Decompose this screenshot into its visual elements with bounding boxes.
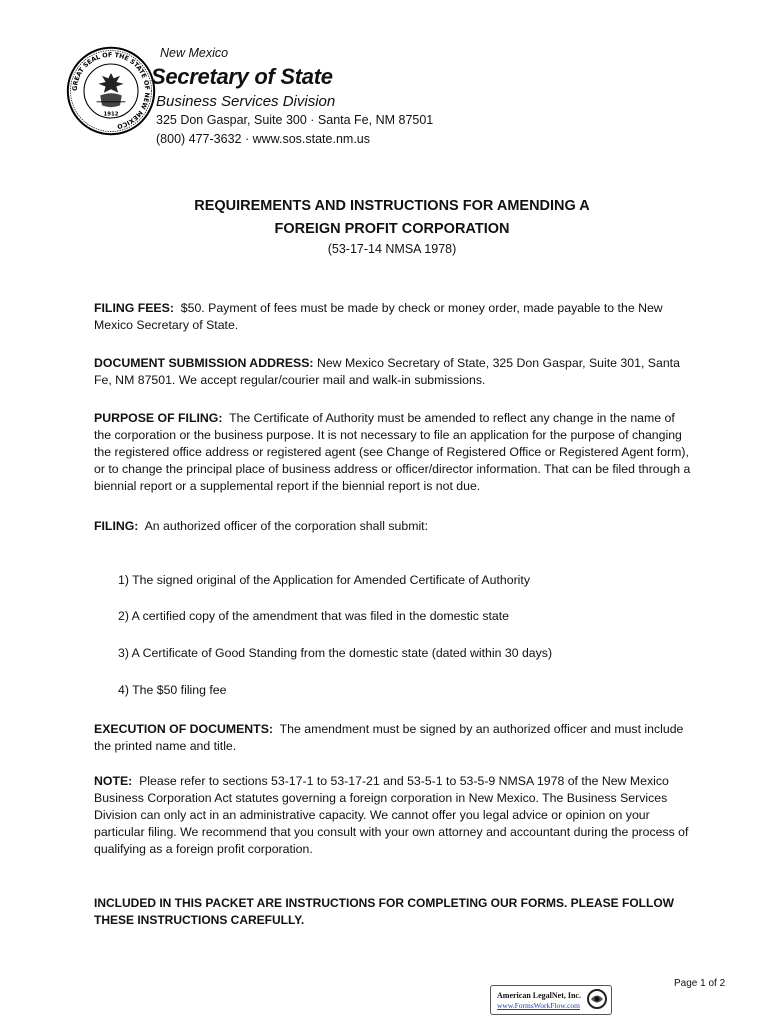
watermark-badge[interactable]: [490, 985, 612, 1015]
page-number: Page 1 of 2: [674, 978, 726, 989]
section-text: The amendment must be signed by an authorized officer and must include the printed name and title.: [94, 722, 684, 753]
section-label: EXECUTION OF DOCUMENTS:: [94, 722, 273, 736]
svg-text:1912: 1912: [103, 111, 119, 118]
letterhead-address: 325 Don Gaspar, Suite 300 · Santa Fe, NM 87501: [156, 113, 434, 127]
document-title-line2: FOREIGN PROFIT CORPORATION: [274, 221, 510, 237]
list-item: 3) A Certificate of Good Standing from the domestic state (dated within 30 days): [118, 646, 553, 660]
section-label: FILING:: [94, 519, 139, 533]
letterhead-contact: (800) 477-3632 · www.sos.state.nm.us: [156, 132, 370, 146]
section-filing-fees: [94, 300, 694, 334]
section-execution: [94, 721, 694, 755]
section-text: New Mexico Secretary of State, 325 Don Gaspar, Suite 301, Santa Fe, NM 87501. We accept regular/courier mail and walk-in submissions.: [94, 356, 680, 387]
document-title-line1: REQUIREMENTS AND INSTRUCTIONS FOR AMENDING A: [194, 198, 590, 214]
section-label: PURPOSE OF FILING:: [94, 411, 223, 425]
globe-logo-icon: [586, 988, 608, 1010]
section-purpose: [94, 410, 694, 495]
watermark-name: American LegalNet, Inc.: [497, 991, 581, 1000]
watermark-link[interactable]: www.FormsWorkFlow.com: [497, 1001, 581, 1010]
list-item: 2) A certified copy of the amendment that was filed in the domestic state: [118, 609, 509, 623]
section-submission-address: [94, 355, 694, 389]
section-text: $50. Payment of fees must be made by check or money order, made payable to the New Mexico Secretary of State.: [94, 301, 663, 332]
packet-instructions-notice: INCLUDED IN THIS PACKET ARE INSTRUCTIONS FOR COMPLETING OUR FORMS. PLEASE FOLLOW THESE INSTRUCTIONS CAREFULLY.: [94, 896, 674, 927]
section-text: Please refer to sections 53-17-1 to 53-17-21 and 53-5-1 to 53-5-9 NMSA 1978 of the New Mexico Business Corporation Act statutes governing a foreign corporation in New Mexico. The Business Services Division can only act in an administrative capacity. We cannot offer you legal advice or opinion on your particular filing. We recommend that you consult with your own attorney and accountant during the process of qualifying as a foreign profit corporation.: [94, 774, 689, 856]
section-label: NOTE:: [94, 774, 133, 788]
section-text: The Certificate of Authority must be amended to reflect any change in the name of the corporation or the business purpose. It is not necessary to file an application for the purpose of changing the registered office address or registered agent (see Change of Registered Office or Registered Agent form), or to change the principal place of business address or officer/director information. That can be filed through a biennial report or a supplemental report if the biennial report is not due.: [94, 411, 691, 493]
agency-name: Secretary of State: [151, 64, 333, 89]
state-seal-icon: [66, 46, 156, 136]
section-note: [94, 773, 694, 858]
section-text: An authorized officer of the corporation shall submit:: [144, 519, 429, 533]
svg-text:GREAT SEAL OF THE STATE OF NEW: GREAT SEAL OF THE STATE OF NEW MEXICO: [71, 51, 151, 130]
statute-citation: (53-17-14 NMSA 1978): [327, 242, 457, 256]
division-name: Business Services Division: [156, 93, 336, 110]
section-label: FILING FEES:: [94, 301, 174, 315]
section-label: DOCUMENT SUBMISSION ADDRESS:: [94, 356, 314, 370]
section-filing: [94, 518, 694, 535]
agency-prefix: New Mexico: [160, 46, 229, 60]
list-item: 4) The $50 filing fee: [118, 683, 227, 697]
list-item: 1) The signed original of the Application for Amended Certificate of Authority: [118, 573, 530, 587]
